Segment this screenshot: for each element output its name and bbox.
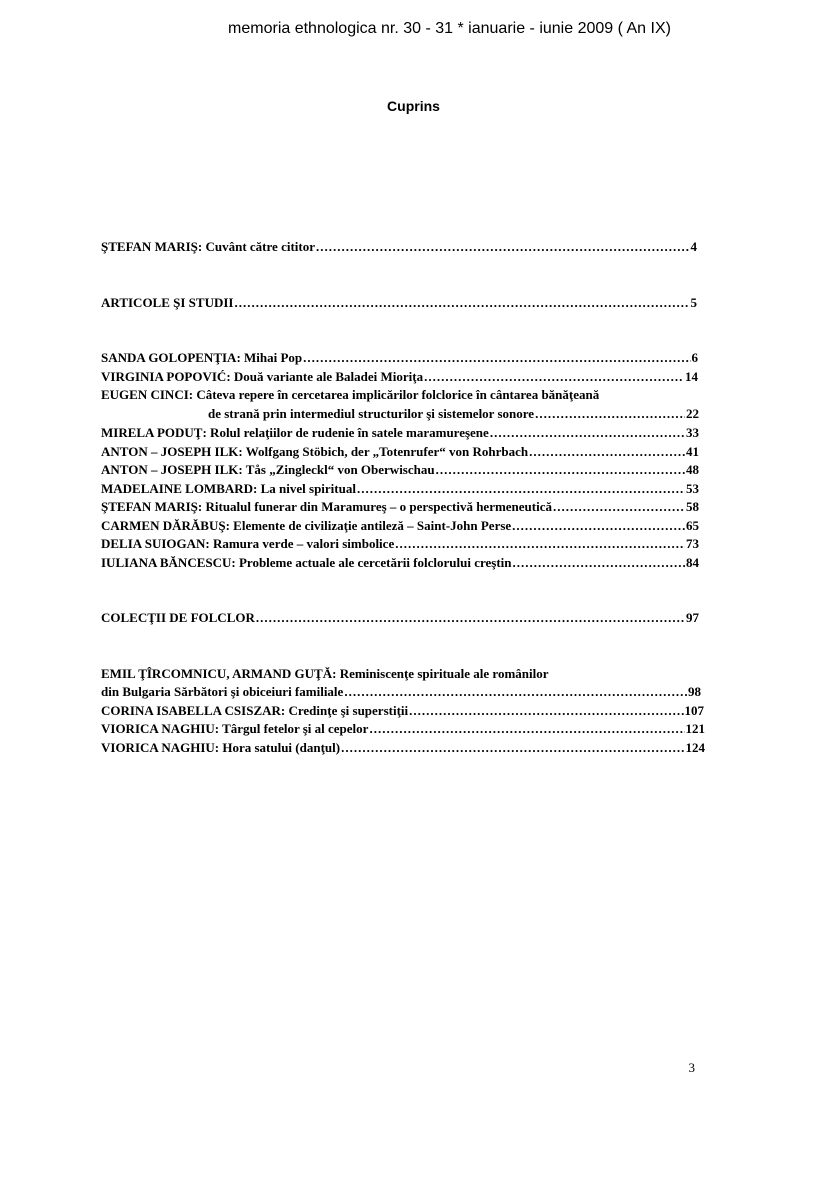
toc-entry-page: 33	[686, 425, 699, 440]
toc-leader-dots	[344, 683, 687, 701]
toc-leader-dots	[490, 424, 685, 442]
toc-entry-page: 73	[686, 536, 699, 551]
toc-entry	[101, 554, 699, 572]
toc-entry-page: 41	[686, 444, 699, 459]
toc-entry-title: IULIANA BĂNCESCU: Probleme actuale ale cercetării folclorului creştin	[101, 555, 512, 570]
toc-entry	[101, 517, 699, 535]
toc-entry-page: 124	[685, 740, 705, 755]
toc-entry	[101, 739, 705, 757]
toc-entry-page: 5	[690, 295, 697, 310]
toc-entry-page: 4	[690, 239, 697, 254]
toc-leader-dots	[529, 443, 685, 461]
page-title	[0, 98, 835, 114]
toc-leader-dots	[234, 294, 689, 312]
toc-entry	[101, 702, 704, 720]
toc-entry-page: 53	[686, 481, 699, 496]
toc-entry-page: 22	[686, 406, 699, 421]
toc-entry-title: SANDA GOLOPENŢIA: Mihai Pop	[101, 350, 303, 365]
toc-entry-page: 121	[685, 721, 705, 736]
toc-entry-title: MADELAINE LOMBARD: La nivel spiritual	[101, 481, 356, 496]
toc-entry	[101, 424, 699, 442]
toc-entry-page: 48	[686, 462, 699, 477]
toc-leader-dots	[512, 517, 685, 535]
page-title-text: Cuprins	[387, 98, 440, 114]
toc-leader-dots	[436, 461, 685, 479]
running-header-text: memoria ethnologica nr. 30 - 31 * ianuarie - iunie 2009 ( An IX)	[228, 20, 671, 37]
toc-entry-continuation	[101, 683, 701, 701]
page-number: 3	[688, 1060, 695, 1075]
toc-entry-title: ARTICOLE ŞI STUDII	[101, 295, 234, 310]
toc-entry-title: ANTON – JOSEPH ILK: Tås „Zingleckl“ von Oberwischau	[101, 462, 435, 477]
toc-entry-title: COLECŢII DE FOLCLOR	[101, 610, 255, 625]
toc-leader-dots	[369, 720, 684, 738]
toc-entry-page: 98	[688, 684, 701, 699]
toc-entry-page: 97	[686, 610, 699, 625]
toc-entry-page: 84	[686, 555, 699, 570]
toc-section-heading	[101, 294, 697, 312]
toc-entry	[101, 461, 699, 479]
toc-entry-page: 107	[684, 703, 704, 718]
toc-entry-title: ŞTEFAN MARIŞ: Cuvânt către cititor	[101, 239, 315, 254]
toc-entry	[101, 498, 699, 516]
toc-leader-dots	[256, 609, 685, 627]
toc-entry	[101, 720, 705, 738]
toc-entry-page: 6	[691, 350, 698, 365]
toc-entry-continuation	[208, 405, 699, 423]
toc-entry-title: EMIL ŢÎRCOMNICU, ARMAND GUŢĂ: Reminiscenţe spirituale ale românilor	[101, 666, 549, 681]
toc-leader-dots	[409, 702, 683, 720]
toc-leader-dots	[316, 238, 690, 256]
toc-entry-title: de strană prin intermediul structurilor şi sistemelor sonore	[208, 406, 535, 421]
toc-section-heading	[101, 609, 699, 627]
toc-entry	[101, 386, 701, 404]
toc-leader-dots	[535, 405, 685, 423]
toc-entry	[101, 443, 699, 461]
toc-entry-title: VIORICA NAGHIU: Hora satului (danţul)	[101, 740, 341, 755]
toc-leader-dots	[424, 368, 684, 386]
toc-entry-title: MIRELA PODUŢ: Rolul relaţiilor de rudenie în satele maramureşene	[101, 425, 489, 440]
toc-entry	[101, 368, 698, 386]
toc-leader-dots	[553, 498, 685, 516]
toc-leader-dots	[341, 739, 684, 757]
toc-entry	[101, 535, 699, 553]
toc-leader-dots	[395, 535, 685, 553]
toc-entry-title: din Bulgaria Sărbători şi obiceiuri familiale	[101, 684, 344, 699]
toc-entry-title: EUGEN CINCI: Câteva repere în cercetarea implicărilor folclorice în cântarea bănăţeană	[101, 387, 600, 402]
toc-entry-title: CORINA ISABELLA CSISZAR: Credinţe şi superstiţii	[101, 703, 409, 718]
toc-entry-page: 58	[686, 499, 699, 514]
toc-entry-title: DELIA SUIOGAN: Ramura verde – valori simbolice	[101, 536, 395, 551]
toc-entry-title: CARMEN DĂRĂBUŞ: Elemente de civilizaţie antileză – Saint-John Perse	[101, 518, 512, 533]
toc-entry	[101, 349, 698, 367]
toc-entry-page: 14	[685, 369, 698, 384]
toc-entry-title: ANTON – JOSEPH ILK: Wolfgang Stöbich, der „Totenrufer“ von Rohrbach	[101, 444, 529, 459]
toc-entry-title: ŞTEFAN MARIŞ: Ritualul funerar din Maramureş – o perspectivă hermeneutică	[101, 499, 553, 514]
toc-entry-title: VIRGINIA POPOVIĆ: Două variante ale Baladei Mioriţa	[101, 369, 424, 384]
toc-entry-page: 65	[686, 518, 699, 533]
toc-leader-dots	[513, 554, 685, 572]
toc-entry	[101, 238, 697, 256]
running-header	[0, 20, 835, 42]
toc-leader-dots	[357, 480, 685, 498]
toc-entry-title: VIORICA NAGHIU: Târgul fetelor şi al cepelor	[101, 721, 369, 736]
toc-entry	[101, 665, 661, 683]
toc-entry	[101, 480, 699, 498]
toc-leader-dots	[303, 349, 690, 367]
